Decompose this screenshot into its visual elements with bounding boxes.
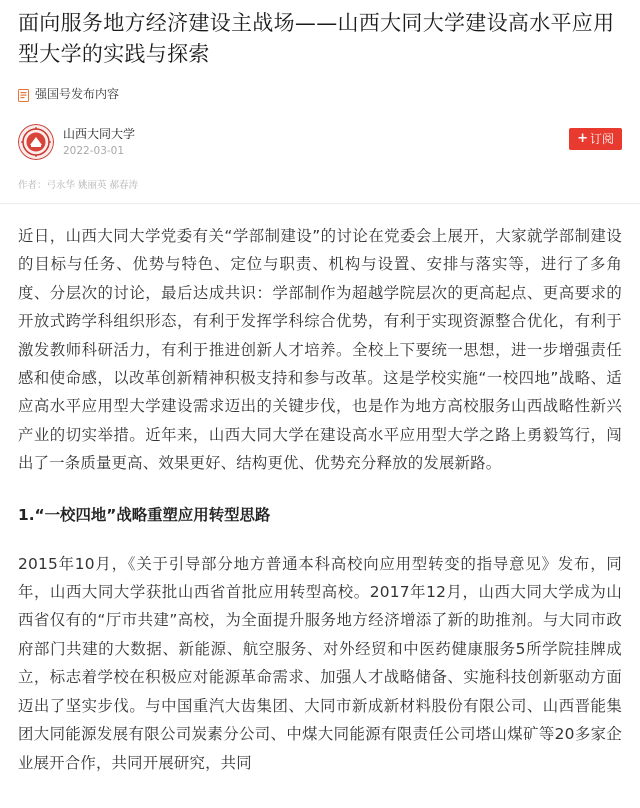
source-row xyxy=(18,84,640,102)
subscribe-label: 订阅 xyxy=(589,132,614,146)
publish-date: 2022-03-01 xyxy=(63,144,125,157)
author-name[interactable]: 山西大同大学 xyxy=(63,126,136,141)
author-row xyxy=(18,122,622,162)
divider xyxy=(0,203,640,204)
section-heading: 1.“一校四地”战略重塑应用转型思路 xyxy=(18,505,271,524)
author-meta xyxy=(63,126,135,159)
subscribe-button[interactable] xyxy=(569,128,622,150)
paragraph-intro: 近日，山西大同大学党委有关“学部制建设”的讨论在党委会上展开，大家就学部制建设的目标与任务、优势与特色、定位与职责、机构与设置、安排与落实等，进行了多角度、分层次的讨论，最后达成共识：学部制作为超越学院层次的更高起点、更高要求的开放式跨学科组织形态，有利于发挥学科综合优势，有利于实现资源整合优化，有利于激发教师科研活力，有利于推进创新人才培养。全校上下要统一思想，进一步增强责任感和使命感，以改革创新精神积极支持和参与改革。这是学校实施“一校四地”战略、适应高水平应用型大学建设需求迈出的关键步伐，也是作为地方高校服务山西战略性新兴产业的切实举措。近年来，山西大同大学在建设高水平应用型大学之路上勇毅笃行，闯出了一条质量更高、效果更好、结构更优、优势充分释放的发展新路。 xyxy=(18,227,622,473)
byline: 作者：弓永华 姚丽英 郝春涛 xyxy=(18,180,139,191)
paragraph-section-1: 2015年10月，《关于引导部分地方普通本科高校向应用型转变的指导意见》发布，同年，山西大同大学获批山西省首批应用转型高校。2017年12月，山西大同大学成为山西省仅有的“厅市共建”高校，为全面提升服务地方经济增添了新的助推剂。与大同市政府部门共建的大数据、新能源、航空服务、对外经贸和中医药健康服务5所学院挂牌成立，标志着学校在积极应对能源革命需求、加强人才战略储备、实施科技创新驱动方面迈出了坚实步伐。与中国重汽大齿集团、大同市新成新材料股份有限公司、山西晋能集团大同能源发展有限公司炭素分公司、中煤大同能源有限责任公司塔山煤矿等20多家企业展开合作，共同开展研究，共同 xyxy=(18,554,622,772)
plus-icon: + xyxy=(577,131,588,146)
bookmark-icon xyxy=(18,87,29,100)
article-title: 面向服务地方经济建设主战场——山西大同大学建设高水平应用型大学的实践与探索 xyxy=(18,11,615,66)
source-label: 强国号发布内容 xyxy=(35,86,120,101)
university-seal-icon[interactable] xyxy=(18,124,54,160)
